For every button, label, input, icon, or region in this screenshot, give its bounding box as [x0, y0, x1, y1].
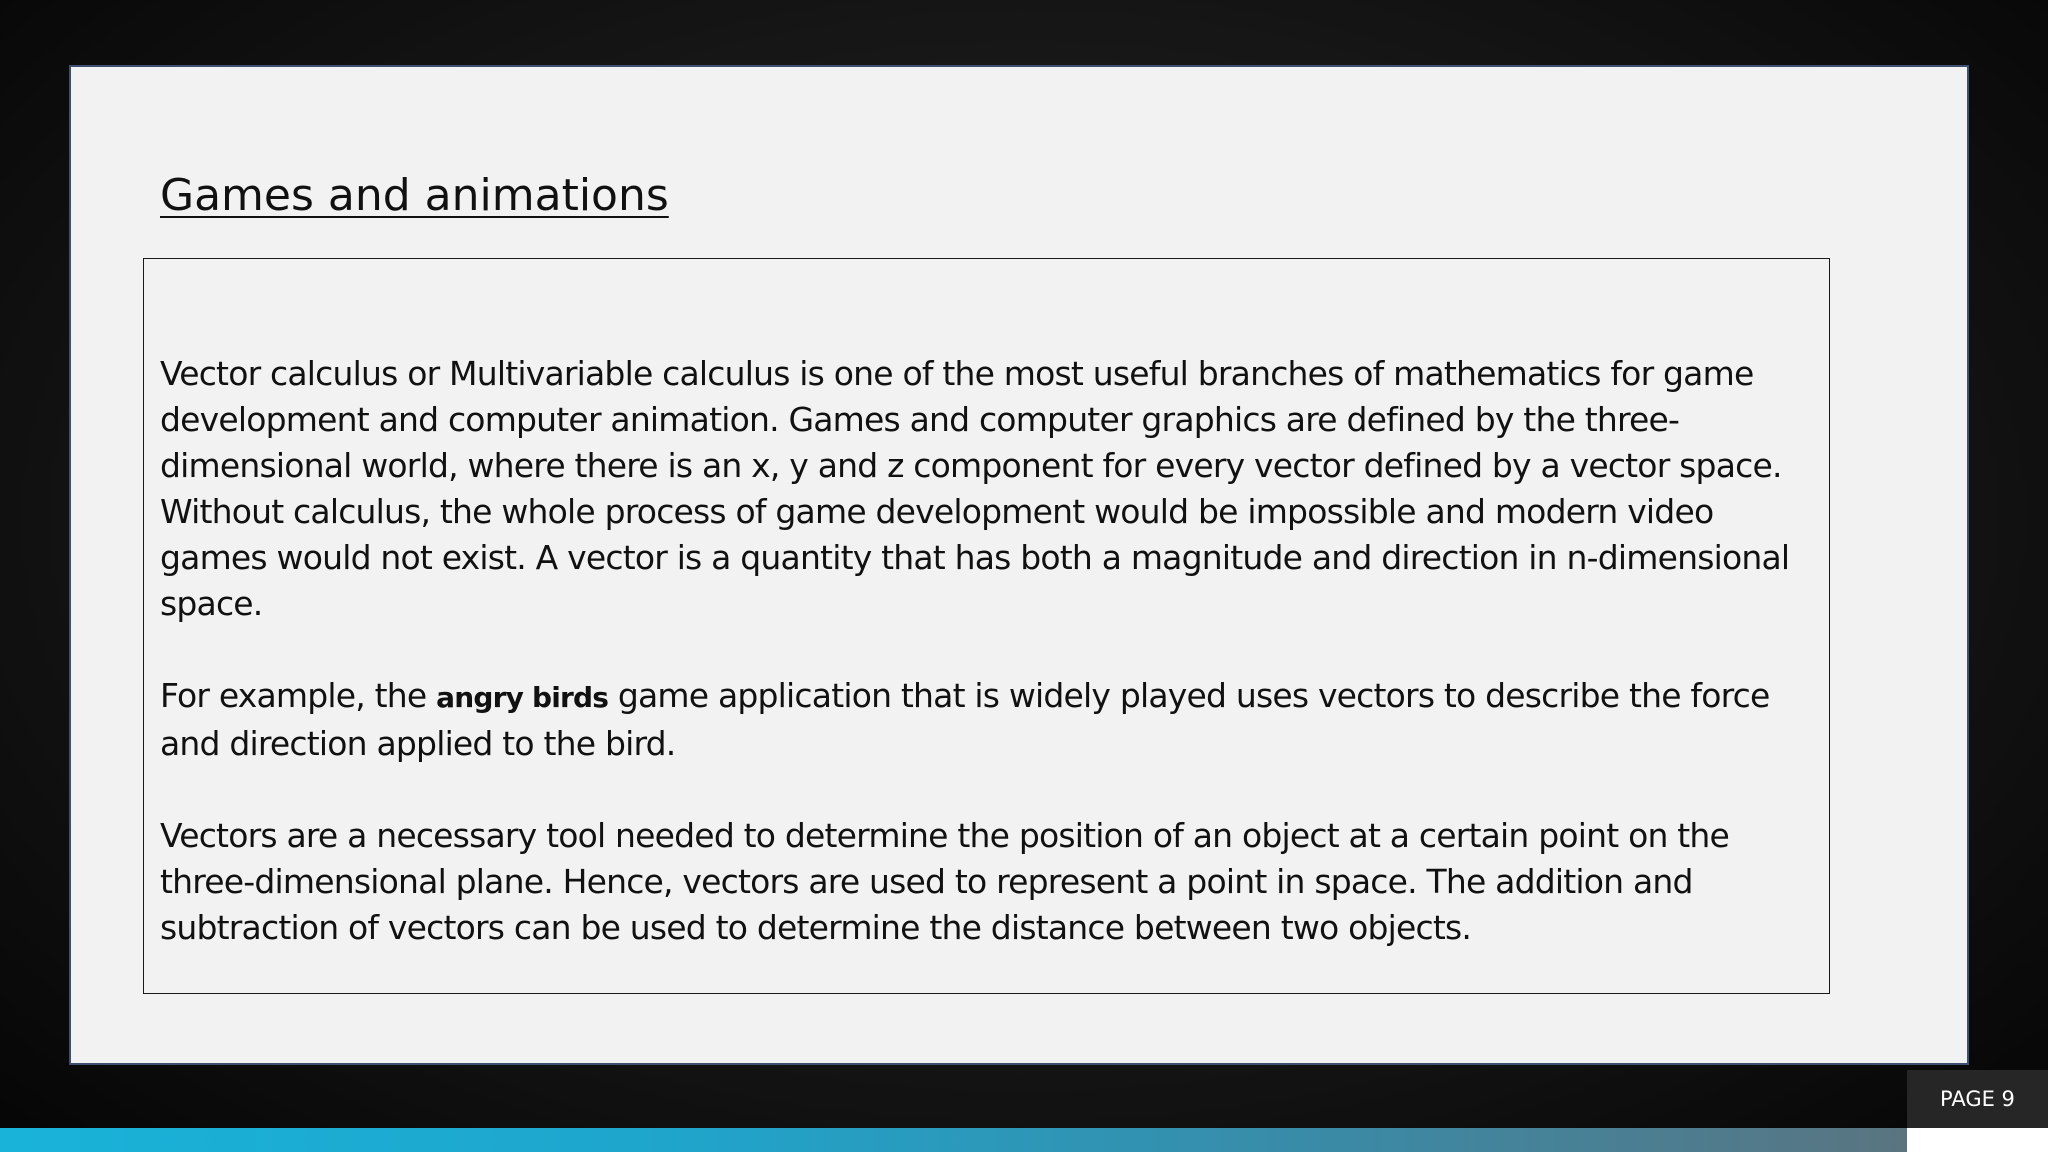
slide-title: Games and animations — [160, 170, 669, 221]
paragraph-2-intro: For example, the — [160, 676, 437, 715]
paragraph-2-rest: game application that is widely played uses vectors to describe the force and direction applied to the bird. — [160, 676, 1770, 763]
angry-birds-emphasis: angry birds — [436, 681, 609, 714]
page-number: PAGE 9 — [1940, 1087, 2015, 1111]
paragraph-angry-birds-example — [160, 673, 1820, 767]
paragraph-vector-calculus: Vector calculus or Multivariable calculus is one of the most useful branches of mathematics for game development and computer animation. Games and computer graphics are defined by the three-dimensional world, where there is an x, y and z component for every vector defined by a vector space. Without calculus, the whole process of game development would be impossible and modern video games would not exist. A vector is a quantity that has both a magnitude and direction in n-dimensional space. — [160, 354, 1790, 623]
paragraph-vector-positions: Vectors are a necessary tool needed to determine the position of an object at a certain point on the three-dimensional plane. Hence, vectors are used to represent a point in space. The addition and subtraction of vectors can be used to determine the distance between two objects. — [160, 816, 1730, 947]
accent-bar — [0, 1128, 1907, 1152]
content-text-box — [143, 258, 1830, 994]
body-text — [160, 351, 1820, 951]
corner-block — [1907, 1128, 2048, 1152]
